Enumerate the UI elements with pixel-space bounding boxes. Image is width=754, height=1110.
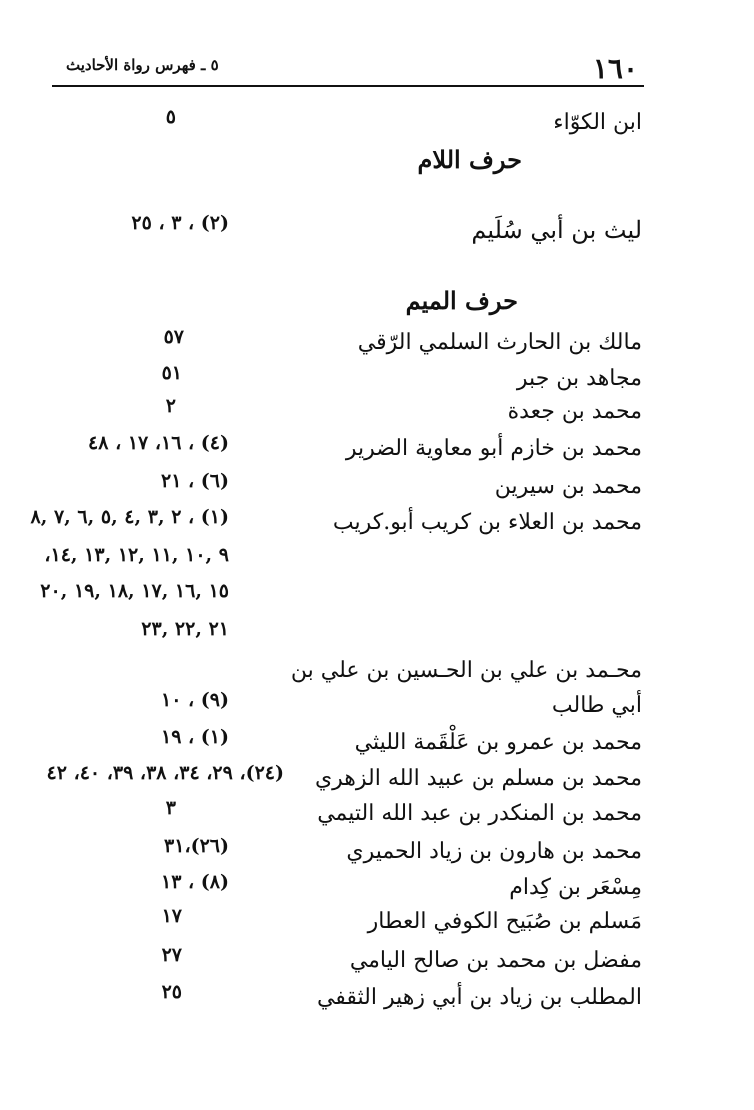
entry-name: محمد بن هارون بن زياد الحميري	[346, 839, 642, 864]
entry-refs: (١) ، ٢ ,٣ ,٤ ,٥ ,٦ ,٧ ,٨	[30, 506, 229, 528]
entry-name: محـمد بن علي بن الحـسين بن علي بن	[290, 658, 642, 683]
entry-refs: (٢٤)، ٢٩، ٣٤، ٣٨، ٣٩، ٤٠، ٤٢	[46, 762, 284, 784]
entry-refs: (١) ، ١٩	[161, 726, 229, 748]
entry-name: مفضل بن محمد بن صالح اليامي	[349, 948, 642, 973]
section-heading-lam: حرف اللام	[417, 145, 522, 174]
entry-name: مَسلم بن صُبَيح الكوفي العطار	[367, 909, 642, 934]
entry-refs: ١٧	[161, 905, 182, 927]
entry-name-continued: أبي طالب	[551, 693, 642, 718]
running-head: ٥ ـ فهرس رواة الأحاديث	[66, 56, 219, 74]
entry-refs: ٣	[165, 797, 176, 819]
entry-name: ليث بن أبي سُلَيم	[471, 216, 642, 244]
entry-refs: ٢٥	[161, 981, 182, 1003]
entry-refs: (٨) ، ١٣	[161, 871, 229, 893]
entry-name: المطلب بن زياد بن أبي زهير الثقفي	[316, 985, 642, 1010]
header-rule	[52, 85, 644, 87]
page-header	[54, 52, 640, 85]
entry-name: مِسْعَر بن كِدام	[509, 875, 642, 900]
entry-refs: (٢) ، ٣ ، ٢٥	[131, 212, 229, 234]
entry-name: محمد بن المنكدر بن عبد الله التيمي	[317, 801, 642, 826]
entry-refs: ٢	[165, 395, 176, 417]
entry-refs: ٥	[165, 106, 176, 128]
entry-name: مجاهد بن جبر	[516, 366, 642, 391]
entry-name: محمد بن خازم أبو معاوية الضرير	[345, 436, 642, 461]
page-number: ١٦٠	[592, 52, 638, 85]
entry-name: محمد بن جعدة	[507, 399, 642, 424]
entry-name: محمد بن سيرين	[494, 474, 642, 499]
entry-refs-continued: ٩ ,١٠ ,١١ ,١٢ ,١٣ ,١٤،	[44, 544, 229, 566]
entry-refs: ٥٧	[163, 326, 184, 348]
entry-refs: (٢٦)،٣١	[164, 835, 229, 857]
entry-refs: (٩) ، ١٠	[161, 689, 229, 711]
entry-name: محمد بن عمرو بن عَلْقَمة الليثي	[354, 730, 642, 755]
entry-name: مالك بن الحارث السلمي الرّقي	[357, 330, 642, 355]
entry-refs: ٥١	[161, 362, 182, 384]
section-heading-mim: حرف الميم	[405, 286, 518, 315]
entry-name: محمد بن مسلم بن عبيد الله الزهري	[314, 766, 642, 791]
entry-name: ابن الكوّاء	[553, 110, 642, 135]
entry-refs-continued: ٢١ ,٢٢ ,٢٣	[141, 618, 229, 640]
entry-refs: (٤) ، ١٦، ١٧ ، ٤٨	[88, 432, 229, 454]
entry-name: محمد بن العلاء بن كريب أبو.كريب	[332, 510, 642, 535]
entry-refs: ٢٧	[161, 944, 182, 966]
entry-refs-continued: ١٥ ,١٦ ,١٧ ,١٨ ,١٩ ,٢٠	[40, 580, 229, 602]
entry-refs: (٦) ، ٢١	[161, 470, 229, 492]
